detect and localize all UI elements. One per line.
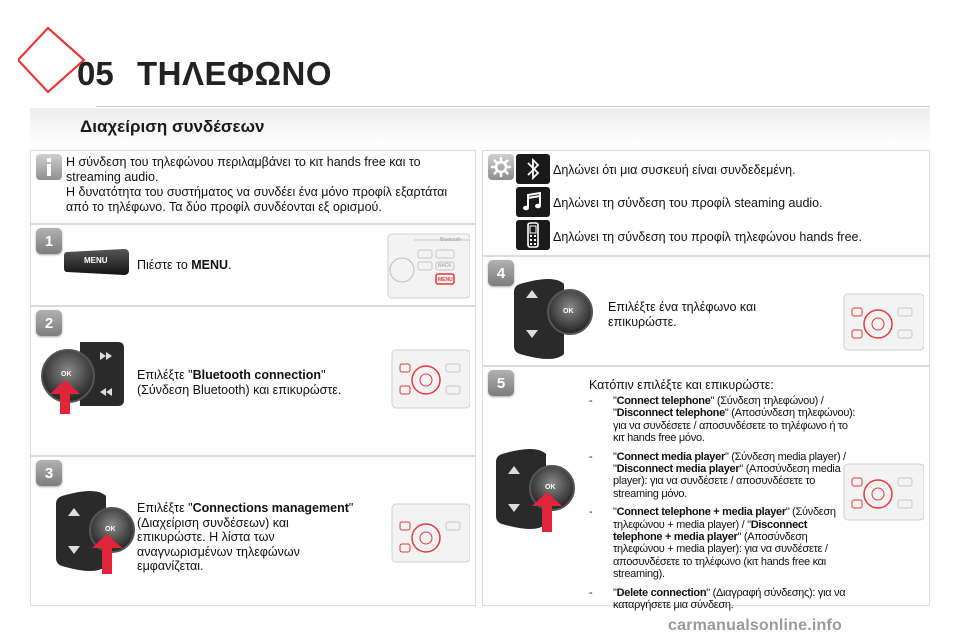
- info-icon: [36, 154, 62, 180]
- option-delete-connection: [589, 587, 859, 612]
- step4-panel-thumbnail: [840, 290, 924, 352]
- press-arrow-icon: [532, 492, 562, 532]
- step3-text-before: Επιλέξτε ": [137, 501, 193, 515]
- step1-text-after: .: [228, 258, 232, 272]
- ok-label: OK: [545, 484, 556, 491]
- step2-text-bold: Bluetooth connection: [192, 368, 322, 382]
- option-bold: Connect telephone + media player: [616, 506, 786, 519]
- option-dash: -: [589, 506, 593, 519]
- option-bold: Disconnect media player: [616, 463, 740, 476]
- option-bold: Disconnect telephone + media player: [613, 518, 808, 544]
- step-2-badge: 2: [36, 310, 62, 336]
- chapter-corner-shape: [18, 26, 86, 94]
- step-1-badge: 1: [36, 228, 62, 254]
- menu-button-label: MENU: [84, 256, 108, 265]
- ok-rocker-image: [514, 278, 598, 360]
- panel-bluetooth-label: Bluetooth: [440, 237, 462, 243]
- step2-panel-thumbnail: [388, 346, 470, 410]
- legend-text-phone: Δηλώνει τη σύνδεση του προφίλ τηλεφώνου hands free.: [553, 230, 862, 244]
- panel-back-label: BACK: [438, 263, 452, 269]
- option-quote: ": [613, 395, 617, 407]
- step1-text-bold: MENU: [191, 258, 229, 272]
- step3-text: [137, 501, 357, 574]
- step5-options-list: [589, 395, 859, 618]
- ok-label: OK: [61, 371, 72, 378]
- info-paragraph-1: Η σύνδεση του τηλεφώνου περιλαμβάνει το κιτ hands free και το streaming audio.: [66, 155, 421, 184]
- option-rest: " (Αποσύνδεση τηλεφώνου + media player): για να συνδέσετε / αποσυνδέσετε το τηλέφωνο (κιτ hands free και streaming).: [613, 531, 828, 581]
- ok-label: OK: [563, 308, 574, 315]
- mobile-phone-icon: [516, 220, 550, 250]
- option-rest: " (Αποσύνδεση τηλεφώνου): για να συνδέσετε / αποσυνδέσετε το τηλέφωνο ή το κιτ hands free μόνο.: [613, 407, 856, 445]
- option-rest: " (Σύνδεση τηλεφώνου + media player) / ": [613, 506, 836, 531]
- option-connect-telephone: [589, 395, 859, 445]
- option-bold: Delete connection: [616, 586, 707, 599]
- option-rest: " (Σύνδεση τηλεφώνου) / ": [613, 395, 824, 420]
- step2-text: [137, 368, 377, 397]
- legend-tile-music: [516, 187, 550, 217]
- step5-intro: Κατόπιν επιλέξτε και επικυρώστε:: [589, 378, 774, 392]
- step-3-badge: 3: [36, 460, 62, 486]
- chapter-number: 05: [77, 55, 114, 92]
- option-connect-telephone-media: [589, 506, 859, 580]
- press-arrow-icon: [92, 534, 122, 574]
- legend-text-music: Δηλώνει τη σύνδεση του προφίλ steaming audio.: [553, 196, 823, 210]
- step1-text: [137, 258, 367, 273]
- step1-text-before: Πιέστε το: [137, 258, 192, 272]
- panel-menu-label: MENU: [438, 277, 453, 283]
- step3-text-after: " (Διαχείριση συνδέσεων) και επικυρώστε. Η λίστα των αναγνωρισμένων τηλεφώνων εμφανίζεται.: [137, 501, 354, 573]
- section-title: Διαχείριση συνδέσεων: [80, 117, 265, 136]
- step5-panel-thumbnail: [840, 460, 924, 522]
- legend-tile-bluetooth: [516, 154, 550, 184]
- step3-panel-thumbnail: [388, 500, 470, 564]
- info-paragraph-2: Η δυνατότητα του συστήματος να συνδέει ένα μόνο προφίλ εξαρτάται από το τηλέφωνο. Τα δύο προφίλ συνδέονται εξ ορισμού.: [66, 185, 448, 214]
- option-dash: -: [589, 586, 593, 599]
- music-note-icon: [516, 187, 550, 217]
- option-quote: ": [613, 450, 617, 463]
- bluetooth-icon: [516, 154, 550, 184]
- settings-gear-icon: [488, 154, 514, 180]
- option-rest: " (Διαγραφή σύνδεσης): για να καταργήσετε μια σύνδεση.: [613, 586, 846, 612]
- option-quote: ": [613, 586, 617, 599]
- option-bold: Disconnect telephone: [616, 407, 725, 420]
- step3-text-bold: Connections management: [192, 501, 349, 515]
- option-rest: " (Σύνδεση media player) / ": [613, 450, 846, 476]
- chapter-divider: [96, 106, 930, 107]
- option-dash: -: [589, 395, 593, 407]
- option-dash: -: [589, 450, 593, 463]
- chapter-title: ΤΗΛΕΦΩΝΟ: [137, 55, 333, 92]
- step-4-badge: 4: [488, 260, 514, 286]
- option-connect-media-player: [589, 451, 859, 501]
- option-bold: Connect media player: [616, 450, 725, 463]
- ok-label: OK: [105, 526, 116, 533]
- step2-text-after: " (Σύνδεση Bluetooth) και επικυρώστε.: [137, 368, 342, 397]
- option-bold: Connect telephone: [616, 395, 711, 407]
- option-quote: ": [613, 506, 617, 519]
- option-rest: " (Αποσύνδεση media player): για να συνδέσετε / αποσυνδέσετε το streaming μόνο.: [613, 463, 841, 500]
- legend-text-bluetooth: Δηλώνει ότι μια συσκευή είναι συνδεδεμένη.: [553, 163, 796, 177]
- step4-text: Επιλέξτε ένα τηλέφωνο και επικυρώστε.: [608, 300, 757, 329]
- legend-tile-phone: [516, 220, 550, 250]
- press-arrow-icon: [50, 380, 80, 414]
- watermark: carmanualsonline.info: [668, 617, 843, 634]
- step2-text-before: Επιλέξτε ": [137, 368, 193, 382]
- step-5-badge: 5: [488, 370, 514, 396]
